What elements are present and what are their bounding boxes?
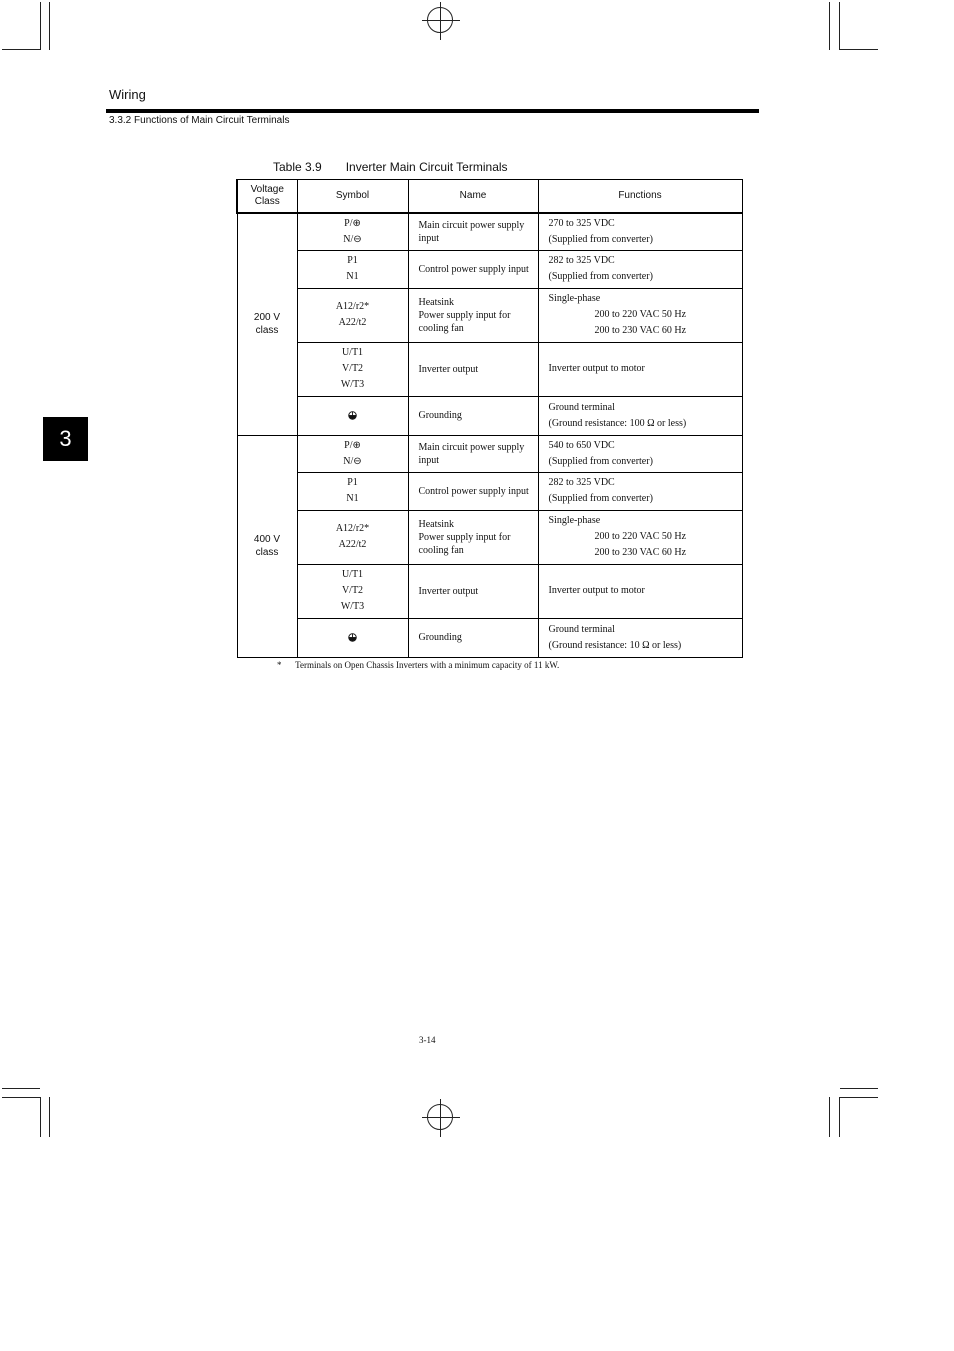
terminal-name-cell [408, 435, 538, 472]
table-row [237, 472, 742, 510]
ground-symbol [298, 408, 408, 424]
table-row [237, 250, 742, 288]
voltage-class-cell [237, 435, 297, 657]
function-cell [538, 396, 742, 435]
voltage-class-cell [237, 213, 297, 435]
main-circuit-terminals-table [236, 179, 743, 658]
terminal-name: Control power supply input [418, 485, 529, 497]
function-line: (Ground resistance: 10 Ω or less) [548, 639, 682, 651]
terminal-name: Main circuit power supply input [418, 441, 525, 466]
voltage-class-label: 200 V class [253, 312, 281, 337]
symbol-cell [297, 472, 408, 510]
function-line: 270 to 325 VDC [548, 217, 615, 229]
function-line: (Supplied from converter) [548, 271, 653, 282]
terminal-name-cell [408, 510, 538, 564]
terminal-symbol: N/⊖ [343, 233, 362, 245]
header-rule [106, 109, 759, 113]
symbol-cell [297, 510, 408, 564]
function-line: 282 to 325 VDC [548, 477, 615, 488]
terminal-name-cell [408, 472, 538, 510]
terminal-symbol: U/T1 [341, 569, 364, 580]
symbol-cell [297, 396, 408, 435]
header-voltage-class: Voltage Class [250, 184, 284, 207]
terminal-symbol: A12/r2* [335, 523, 370, 534]
terminal-symbol: N1 [346, 493, 359, 504]
terminal-symbol: P1 [347, 255, 358, 266]
terminal-symbol: W/T3 [340, 601, 365, 612]
terminal-name: Control power supply input [418, 263, 529, 275]
function-line: Ground terminal [548, 623, 615, 635]
function-line: (Supplied from converter) [548, 493, 653, 504]
column-header: Symbol [297, 180, 408, 214]
function-line: Single-phase [548, 515, 601, 526]
terminal-name-cell [408, 342, 538, 396]
function-cell [538, 213, 742, 250]
symbol-cell [297, 435, 408, 472]
function-line: 540 to 650 VDC [548, 439, 615, 451]
terminal-symbol: N1 [346, 271, 359, 282]
table-row [237, 510, 742, 564]
function-line: Single-phase [548, 293, 601, 304]
symbol-cell [297, 618, 408, 657]
terminal-symbol: V/T2 [341, 363, 364, 374]
terminal-name: Heatsink Power supply input for cooling fan [418, 296, 511, 334]
table-title: Inverter Main Circuit Terminals [345, 160, 508, 174]
terminal-symbol: P1 [347, 477, 358, 488]
section-title: Wiring [109, 87, 146, 102]
function-line: 282 to 325 VDC [548, 255, 615, 266]
terminal-name: Grounding [418, 632, 462, 643]
table-row [237, 213, 742, 250]
table-row [237, 342, 742, 396]
ground-symbol-icon [348, 633, 357, 642]
terminal-name-cell [408, 618, 538, 657]
table-row [237, 288, 742, 342]
table-row [237, 564, 742, 618]
function-cell [538, 288, 742, 342]
function-line: 200 to 220 VAC 50 Hz [594, 531, 687, 542]
ground-symbol [298, 630, 408, 646]
function-line: 200 to 220 VAC 50 Hz [594, 309, 687, 320]
terminal-symbol: A22/t2 [338, 317, 367, 328]
function-cell [538, 472, 742, 510]
table-caption [273, 160, 508, 174]
voltage-class-label: 400 V class [253, 534, 281, 558]
table-number: Table 3.9 [273, 160, 322, 174]
terminal-name-cell [408, 564, 538, 618]
table-header-row [237, 180, 742, 214]
column-header [237, 180, 297, 214]
function-cell [538, 250, 742, 288]
ground-symbol-icon [348, 411, 357, 420]
function-cell [538, 618, 742, 657]
column-header: Functions [538, 180, 742, 214]
terminal-symbol: W/T3 [340, 379, 365, 390]
terminal-symbol: A12/r2* [335, 301, 370, 312]
function-line: 200 to 230 VAC 60 Hz [594, 547, 687, 558]
function-line: Ground terminal [548, 401, 615, 413]
terminal-symbol: U/T1 [341, 347, 364, 358]
footnote-text: Terminals on Open Chassis Inverters with a minimum capacity of 11 kW. [295, 660, 560, 670]
terminal-name: Heatsink Power supply input for cooling fan [418, 518, 511, 556]
terminal-name: Inverter output [418, 363, 479, 375]
terminal-symbol: P/⊕ [344, 439, 361, 451]
function-line: Inverter output to motor [548, 585, 645, 596]
terminal-name-cell [408, 250, 538, 288]
table-row [237, 396, 742, 435]
subsection-title: 3.3.2 Functions of Main Circuit Terminals [109, 115, 290, 126]
function-cell [538, 435, 742, 472]
function-line: 200 to 230 VAC 60 Hz [594, 325, 687, 336]
symbol-cell [297, 342, 408, 396]
footnote-mark: * [277, 660, 282, 670]
function-cell [538, 342, 742, 396]
table-row [237, 435, 742, 472]
terminal-name-cell [408, 288, 538, 342]
terminal-symbol: N/⊖ [343, 455, 362, 467]
function-cell [538, 564, 742, 618]
terminal-symbol: A22/t2 [338, 539, 367, 550]
column-header: Name [408, 180, 538, 214]
terminal-symbol: P/⊕ [344, 217, 361, 229]
table-row [237, 618, 742, 657]
function-line: (Ground resistance: 100 Ω or less) [548, 417, 687, 429]
terminal-name: Inverter output [418, 585, 479, 597]
footnote [277, 660, 559, 670]
function-cell [538, 510, 742, 564]
symbol-cell [297, 564, 408, 618]
symbol-cell [297, 250, 408, 288]
terminal-name-cell [408, 396, 538, 435]
terminal-name: Grounding [418, 410, 462, 421]
symbol-cell [297, 213, 408, 250]
terminal-symbol: V/T2 [341, 585, 364, 596]
function-line: Inverter output to motor [548, 363, 645, 374]
page-number: 3-14 [419, 1035, 436, 1045]
function-line: (Supplied from converter) [548, 233, 653, 245]
chapter-tab: 3 [43, 417, 88, 461]
function-line: (Supplied from converter) [548, 455, 653, 467]
symbol-cell [297, 288, 408, 342]
terminal-name: Main circuit power supply input [418, 219, 525, 244]
terminal-name-cell [408, 213, 538, 250]
